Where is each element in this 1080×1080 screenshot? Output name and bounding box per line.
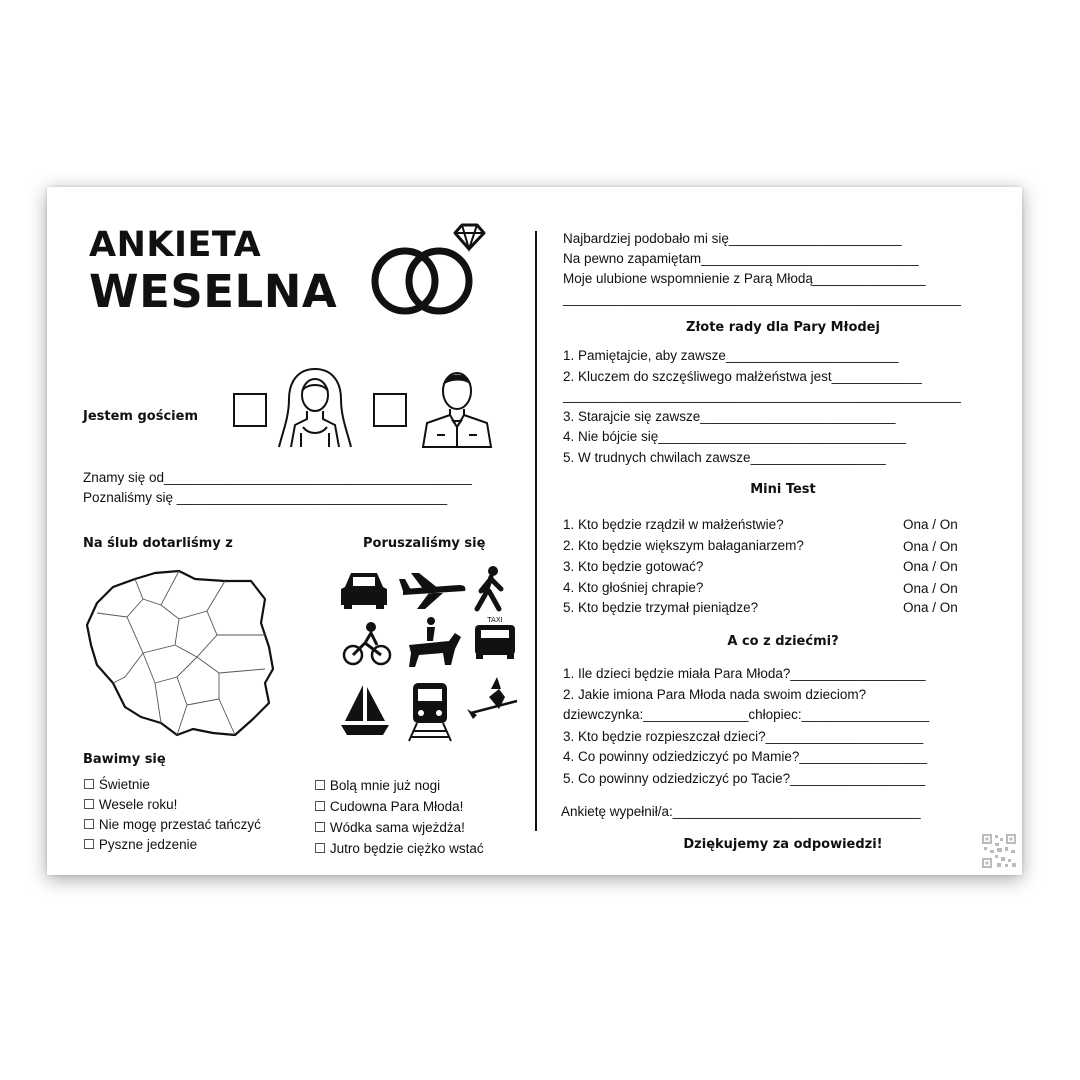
wedding-rings-icon: [369, 223, 493, 319]
sailboat-icon: [341, 685, 389, 735]
groom-checkbox[interactable]: [373, 393, 407, 427]
memory-line[interactable]: _____________________________________________________: [563, 291, 961, 306]
children-line[interactable]: 4. Co powinny odziedziczyć po Mamie?_________________: [563, 749, 927, 764]
column-divider: [535, 231, 537, 831]
witch-on-broom-icon: [467, 677, 517, 719]
mini-test-question: 2. Kto będzie większym bałaganiarzem?: [563, 538, 804, 553]
advice-line[interactable]: 3. Starajcie się zawsze__________________________: [563, 409, 896, 424]
title-line-2: WESELNA: [89, 265, 338, 318]
advice-line[interactable]: 2. Kluczem do szczęśliwego małżeństwa jest____________: [563, 369, 922, 384]
mini-test-question: 4. Kto głośniej chrapie?: [563, 580, 704, 595]
bride-checkbox[interactable]: [233, 393, 267, 427]
mini-test-question: 1. Kto będzie rządził w małżeństwie?: [563, 517, 784, 532]
bicycle-icon: [344, 622, 390, 664]
svg-text:TAXI: TAXI: [487, 616, 503, 624]
title-line-1: ANKIETA: [89, 225, 262, 265]
horse-rider-icon: [409, 617, 461, 667]
fun-option[interactable]: ☐ Nie mogę przestać tańczyć: [83, 817, 261, 832]
groom-icon: [419, 365, 495, 449]
taxi-icon: [475, 616, 515, 659]
fun-label: Bawimy się: [83, 752, 166, 767]
travel-icons: [339, 565, 519, 745]
mini-test-question: 3. Kto będzie gotować?: [563, 559, 704, 574]
memory-line[interactable]: Na pewno zapamiętam_____________________________: [563, 251, 919, 266]
mini-test-answer[interactable]: Ona / On: [903, 539, 958, 554]
car-icon: [341, 573, 387, 609]
advice-line[interactable]: _____________________________________________________: [563, 388, 961, 403]
walking-person-icon: [477, 566, 501, 609]
children-line: 2. Jakie imiona Para Młoda nada swoim dzieciom?: [563, 687, 867, 702]
fun-option[interactable]: ☐ Wódka sama wjeżdża!: [314, 820, 465, 835]
survey-card: [47, 187, 1022, 875]
mini-test-answer[interactable]: Ona / On: [903, 581, 958, 596]
qr-code: [981, 833, 1017, 869]
travel-label: Poruszaliśmy się: [363, 536, 486, 551]
mini-test-question: 5. Kto będzie trzymał pieniądze?: [563, 600, 759, 615]
mini-test-answer[interactable]: Ona / On: [903, 517, 958, 532]
children-line[interactable]: 3. Kto będzie rozpieszczał dzieci?_____________________: [563, 729, 924, 744]
fun-option[interactable]: ☐ Cudowna Para Młoda!: [314, 799, 464, 814]
train-icon: [409, 683, 451, 741]
advice-line[interactable]: 5. W trudnych chwilach zawsze__________________: [563, 450, 886, 465]
fun-option[interactable]: ☐ Wesele roku!: [83, 797, 178, 812]
guest-of-label: Jestem gościem: [83, 409, 198, 424]
advice-title: Złote rady dla Pary Młodej: [686, 320, 880, 335]
fun-option[interactable]: ☐ Świetnie: [83, 777, 150, 792]
advice-line[interactable]: 4. Nie bójcie się_________________________________: [563, 429, 907, 444]
plane-icon: [399, 573, 465, 609]
met-line[interactable]: Poznaliśmy się ____________________________________: [83, 490, 448, 505]
memory-line[interactable]: Moje ulubione wspomnienie z Parą Młodą_______________: [563, 271, 926, 286]
arrived-from-label: Na ślub dotarliśmy z: [83, 536, 233, 551]
mini-test-answer[interactable]: Ona / On: [903, 559, 958, 574]
children-line[interactable]: 5. Co powinny odziedziczyć po Tacie?__________________: [563, 771, 926, 786]
filled-by-line[interactable]: Ankietę wypełnił/a:_________________________________: [561, 804, 921, 819]
bride-icon: [277, 365, 353, 449]
fun-option[interactable]: ☐ Bolą mnie już nogi: [314, 778, 441, 793]
advice-line[interactable]: 1. Pamiętajcie, aby zawsze_______________________: [563, 348, 899, 363]
mini-test-answer[interactable]: Ona / On: [903, 600, 958, 615]
fun-option[interactable]: ☐ Jutro będzie ciężko wstać: [314, 841, 484, 856]
mini-test-title: Mini Test: [750, 482, 816, 497]
thanks-text: Dziękujemy za odpowiedzi!: [683, 837, 883, 852]
known-since-line[interactable]: Znamy się od_________________________________________: [83, 470, 472, 485]
poland-map: [83, 565, 281, 741]
memory-line[interactable]: Najbardziej podobało mi się_______________________: [563, 231, 902, 246]
children-line[interactable]: 1. Ile dzieci będzie miała Para Młoda?__________________: [563, 666, 926, 681]
children-title: A co z dziećmi?: [727, 634, 839, 649]
fun-option[interactable]: ☐ Pyszne jedzenie: [83, 837, 198, 852]
children-line[interactable]: dziewczynka:______________chłopiec:_________________: [563, 707, 930, 722]
